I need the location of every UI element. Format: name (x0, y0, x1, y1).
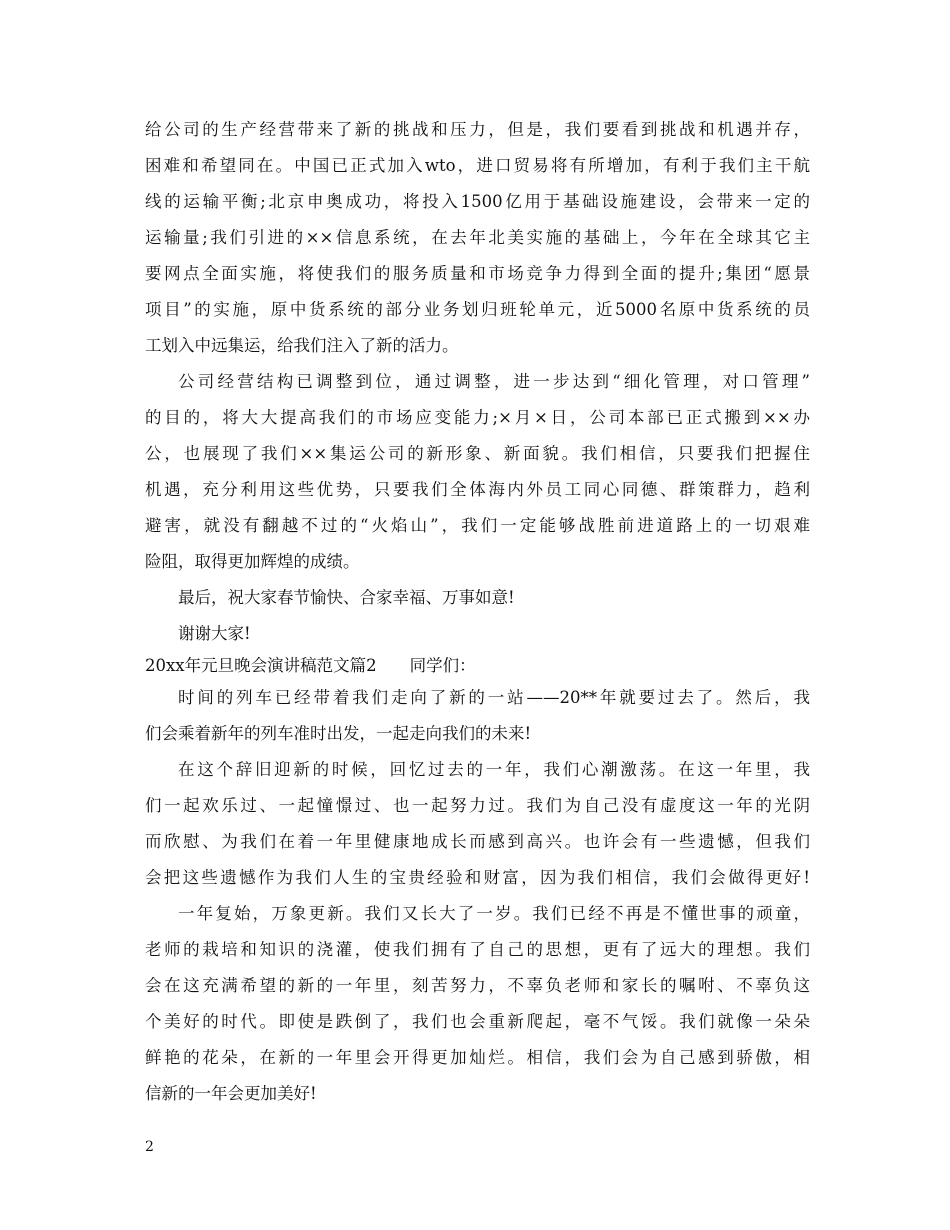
text-line: 谢谢大家! (178, 624, 251, 643)
page-number: 2 (145, 1139, 154, 1155)
text-line: 要网点全面实施，将使我们的服务质量和市场竞争力得到全面的提升;集团“愿景 (145, 264, 810, 283)
text-line: 公司经营结构已调整到位，通过调整，进一步达到“细化管理，对口管理” (178, 372, 810, 391)
text-line: 困难和希望同在。中国已正式加入wto，进口贸易将有所增加，有利于我们主干航 (145, 156, 810, 175)
text-line: 个美好的时代。即使是跌倒了，我们也会重新爬起，毫不气馁。我们就像一朵朵 (145, 1012, 810, 1031)
text-line: 给公司的生产经营带来了新的挑战和压力，但是，我们要看到挑战和机遇并存， (145, 120, 810, 139)
text-line: 项目”的实施，原中货系统的部分业务划归班轮单元，近5000名原中货系统的员 (145, 300, 810, 319)
text-line: 工划入中远集运，给我们注入了新的活力。 (145, 336, 459, 355)
text-line: 在这个辞旧迎新的时候，回忆过去的一年，我们心潮激荡。在这一年里，我 (178, 760, 810, 779)
text-line: 老师的栽培和知识的浇灌，使我们拥有了自己的思想，更有了远大的理想。我们 (145, 940, 810, 959)
text-line: 会把这些遗憾作为我们人生的宝贵经验和财富，因为我们相信，我们会做得更好! (145, 868, 810, 887)
text-line: 最后，祝大家春节愉快、合家幸福、万事如意! (178, 588, 515, 607)
text-line: 运输量;我们引进的××信息系统，在去年北美实施的基础上，今年在全球其它主 (145, 228, 810, 247)
text-line: 鲜艳的花朵，在新的一年里会开得更加灿烂。相信，我们会为自己感到骄傲，相 (145, 1048, 810, 1067)
text-line: 线的运输平衡;北京申奥成功，将投入1500亿用于基础设施建设，会带来一定的 (145, 192, 810, 211)
text-line: 会在这充满希望的新的一年里，刻苦努力，不辜负老师和家长的嘱咐、不辜负这 (145, 976, 810, 995)
text-line: 一年复始，万象更新。我们又长大了一岁。我们已经不再是不懂世事的顽童， (178, 904, 810, 923)
text-line: 信新的一年会更加美好! (145, 1084, 317, 1103)
text-line: 机遇，充分利用这些优势，只要我们全体海内外员工同心同德、群策群力，趋利 (145, 480, 810, 499)
text-line: 们会乘着新年的列车准时出发，一起走向我们的未来! (145, 724, 532, 743)
text-line: 而欣慰、为我们在着一年里健康地成长而感到高兴。也许会有一些遗憾，但我们 (145, 832, 810, 851)
text-line: 的目的，将大大提高我们的市场应变能力;×月×日，公司本部已正式搬到××办 (145, 408, 810, 427)
text-line: 们一起欢乐过、一起憧憬过、也一起努力过。我们为自己没有虚度这一年的光阴 (145, 796, 810, 815)
text-line: 时间的列车已经带着我们走向了新的一站——20**年就要过去了。然后，我 (178, 688, 810, 707)
text-line: 避害，就没有翻越不过的“火焰山”，我们一定能够战胜前进道路上的一切艰难 (145, 516, 810, 535)
section-heading: 20xx年元旦晚会演讲稿范文篇2 同学们： (145, 656, 476, 675)
text-line: 险阻，取得更加辉煌的成绩。 (145, 552, 360, 571)
text-line: 公，也展现了我们××集运公司的新形象、新面貌。我们相信，只要我们把握住 (145, 444, 810, 463)
